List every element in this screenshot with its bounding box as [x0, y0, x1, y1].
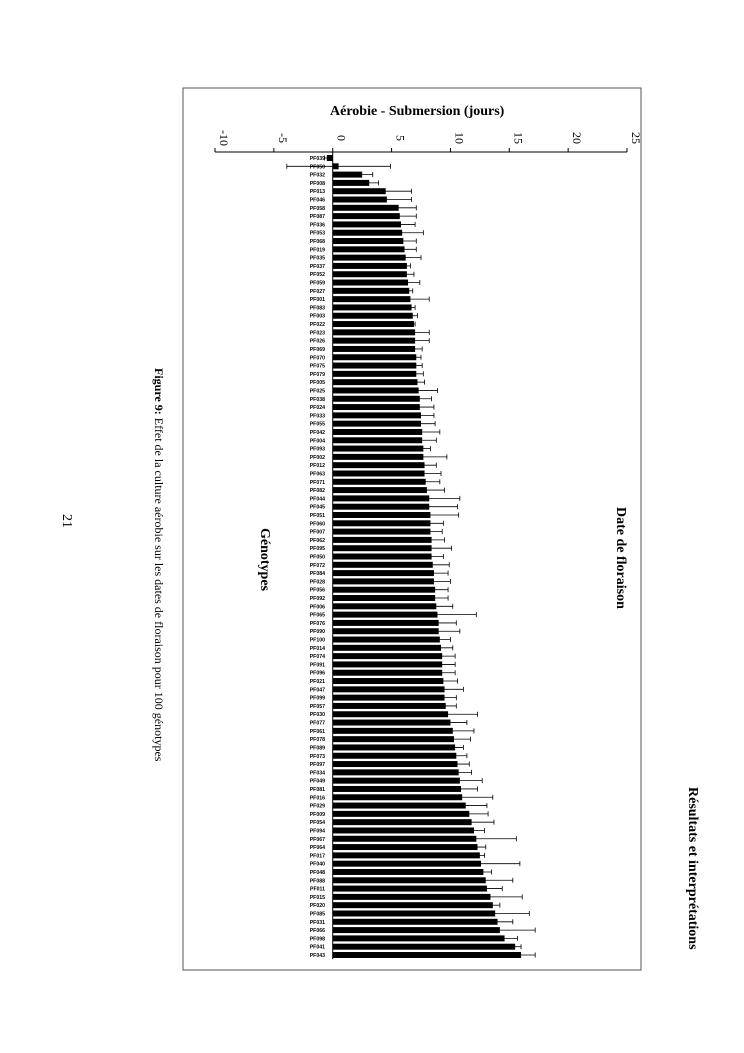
- bar: [333, 570, 434, 576]
- figure-caption: [151, 368, 166, 761]
- bar: [333, 919, 498, 925]
- bar: [333, 852, 480, 858]
- category-label: PF093: [309, 446, 325, 453]
- category-label: PF016: [309, 795, 325, 802]
- category-label: PF055: [309, 421, 325, 428]
- figure-caption-label: Figure 9:: [152, 368, 166, 415]
- category-label: PF003: [309, 313, 325, 320]
- category-label: PF077: [309, 720, 325, 727]
- category-label: PF049: [309, 778, 325, 785]
- category-label: PF040: [309, 861, 325, 868]
- category-label: PF097: [309, 762, 325, 769]
- category-label: PF030: [309, 712, 325, 719]
- bar: [333, 761, 458, 767]
- category-label: PF035: [309, 255, 325, 262]
- bar: [333, 944, 515, 950]
- category-label: PF060: [309, 521, 325, 528]
- value-tick-label: 5: [393, 135, 408, 141]
- category-axis-label: Génotypes: [257, 528, 272, 591]
- bar: [333, 346, 415, 352]
- category-label: PF037: [309, 263, 325, 270]
- bar: [333, 935, 505, 941]
- category-label: PF069: [309, 346, 325, 353]
- bar: [333, 869, 484, 875]
- value-tick-label: 25: [629, 132, 643, 144]
- figure-caption-text: Effet de la culture aérobie sur les dates de floraison pour 100 génotypes: [152, 414, 166, 762]
- category-label: PF064: [309, 845, 325, 852]
- bar: [333, 952, 521, 958]
- category-label: PF056: [309, 587, 325, 594]
- value-tick-label: 15: [511, 132, 526, 144]
- category-label: PF099: [309, 695, 325, 702]
- bar: [333, 720, 451, 726]
- bar: [333, 587, 435, 593]
- category-label: PF085: [309, 911, 325, 918]
- category-label: PF047: [309, 687, 325, 694]
- category-label: PF090: [309, 629, 325, 636]
- category-label: PF006: [309, 604, 325, 611]
- category-label: PF087: [309, 214, 325, 221]
- category-label: PF058: [309, 205, 325, 212]
- category-label: PF020: [309, 903, 325, 910]
- bar: [333, 363, 417, 369]
- category-label: PF084: [309, 571, 325, 578]
- category-label: PF073: [309, 753, 325, 760]
- category-label: PF050: [309, 554, 325, 561]
- category-label: PF057: [309, 703, 325, 710]
- bar: [333, 529, 431, 535]
- bar: [333, 288, 410, 294]
- category-label: PF061: [309, 728, 325, 735]
- bar: [333, 769, 459, 775]
- category-labels: [310, 156, 325, 959]
- category-label: PF095: [309, 546, 325, 553]
- category-label: PF004: [309, 438, 325, 445]
- category-label: PF033: [309, 413, 325, 420]
- value-axis-label: Aérobie - Submersion (jours): [330, 104, 505, 119]
- category-label: PF045: [309, 504, 325, 511]
- category-label: PF079: [309, 371, 325, 378]
- value-tick-label: 20: [570, 132, 585, 144]
- bar: [333, 902, 493, 908]
- category-label: PF050: [309, 164, 325, 171]
- category-label: PF014: [309, 645, 325, 652]
- category-label: PF089: [309, 745, 325, 752]
- category-label: PF066: [309, 928, 325, 935]
- category-label: PF098: [309, 936, 325, 943]
- category-label: PF005: [309, 380, 325, 387]
- chart-title: Date de floraison: [613, 507, 628, 609]
- bar: [333, 703, 446, 709]
- category-label: PF044: [309, 496, 325, 503]
- category-label: PF039: [309, 156, 325, 162]
- bar: [333, 271, 407, 277]
- bar: [333, 313, 413, 319]
- category-label: PF081: [309, 786, 325, 793]
- category-label: PF036: [309, 222, 325, 229]
- category-label: PF092: [309, 596, 325, 603]
- page-header: Résultats et interprétations: [685, 787, 700, 950]
- category-label: PF075: [309, 363, 325, 370]
- bar: [333, 304, 412, 310]
- value-tick-label: 0: [334, 135, 349, 141]
- category-label: PF038: [309, 396, 325, 403]
- category-label: PF026: [309, 338, 325, 345]
- bar: [333, 678, 444, 684]
- category-label: PF083: [309, 305, 325, 312]
- category-label: PF065: [309, 612, 325, 619]
- category-label: PF017: [309, 853, 325, 860]
- bar: [333, 786, 461, 792]
- bar: [333, 844, 478, 850]
- bar: [333, 645, 441, 651]
- category-label: PF029: [309, 803, 325, 810]
- bar: [333, 670, 442, 676]
- category-label: PF046: [309, 197, 325, 204]
- category-label: PF062: [309, 537, 325, 544]
- category-label: PF070: [309, 355, 325, 362]
- bar: [333, 446, 424, 452]
- category-label: PF063: [309, 471, 325, 478]
- page-number: 21: [59, 514, 74, 528]
- category-label: PF067: [309, 836, 325, 843]
- category-label: PF096: [309, 670, 325, 677]
- bar: [333, 554, 432, 560]
- value-tick-label: -5: [275, 133, 290, 143]
- category-label: PF008: [309, 180, 325, 187]
- category-label: PF021: [309, 679, 325, 686]
- category-label: PF041: [309, 944, 325, 951]
- category-label: PF013: [309, 189, 325, 196]
- bar: [333, 744, 455, 750]
- bar: [333, 637, 440, 643]
- category-label: PF059: [309, 280, 325, 287]
- category-label: PF015: [309, 894, 325, 901]
- category-label: PF076: [309, 620, 325, 627]
- category-label: PF023: [309, 330, 325, 337]
- category-label: PF034: [309, 770, 325, 777]
- bar: [333, 520, 431, 526]
- category-label: PF054: [309, 820, 325, 827]
- value-tick-label: 10: [452, 132, 467, 144]
- category-label: PF078: [309, 737, 325, 744]
- bar: [333, 263, 407, 269]
- category-label: PF019: [309, 247, 325, 254]
- category-label: PF048: [309, 869, 325, 876]
- category-label: PF009: [309, 811, 325, 818]
- bar: [333, 753, 457, 759]
- bar: [333, 379, 418, 385]
- bar: [333, 595, 435, 601]
- bar: [333, 321, 414, 327]
- category-label: PF028: [309, 579, 325, 586]
- bar: [333, 354, 417, 360]
- category-label: PF082: [309, 488, 325, 495]
- category-label: PF027: [309, 288, 325, 295]
- category-label: PF007: [309, 529, 325, 536]
- category-label: PF094: [309, 828, 325, 835]
- category-label: PF022: [309, 322, 325, 329]
- category-label: PF053: [309, 230, 325, 237]
- category-label: PF012: [309, 463, 325, 470]
- category-label: PF072: [309, 562, 325, 569]
- category-label: PF024: [309, 405, 325, 412]
- bar: [333, 736, 454, 742]
- category-label: PF100: [309, 637, 325, 644]
- category-label: PF071: [309, 479, 325, 486]
- category-label: PF002: [309, 454, 325, 461]
- bar: [333, 886, 487, 892]
- bar: [333, 537, 432, 543]
- bar: [333, 695, 445, 701]
- category-label: PF042: [309, 429, 325, 436]
- category-label: PF074: [309, 654, 325, 661]
- category-label: PF031: [309, 919, 325, 926]
- category-label: PF025: [309, 388, 325, 395]
- value-tick-label: -10: [217, 130, 231, 146]
- category-label: PF088: [309, 878, 325, 885]
- category-label: PF051: [309, 512, 325, 519]
- bar: [333, 653, 442, 659]
- category-label: PF032: [309, 172, 325, 179]
- category-label: PF068: [309, 239, 325, 246]
- category-label: PF091: [309, 662, 325, 669]
- category-label: PF011: [310, 886, 325, 893]
- bar: [333, 811, 470, 817]
- value-axis-ticks: [215, 130, 643, 152]
- category-label: PF001: [309, 297, 325, 304]
- bar: [333, 661, 442, 667]
- bar: [333, 462, 425, 468]
- category-label: PF043: [309, 953, 325, 959]
- category-label: PF052: [309, 272, 325, 279]
- bar: [333, 396, 420, 402]
- bar: [333, 827, 474, 833]
- bar: [333, 371, 417, 377]
